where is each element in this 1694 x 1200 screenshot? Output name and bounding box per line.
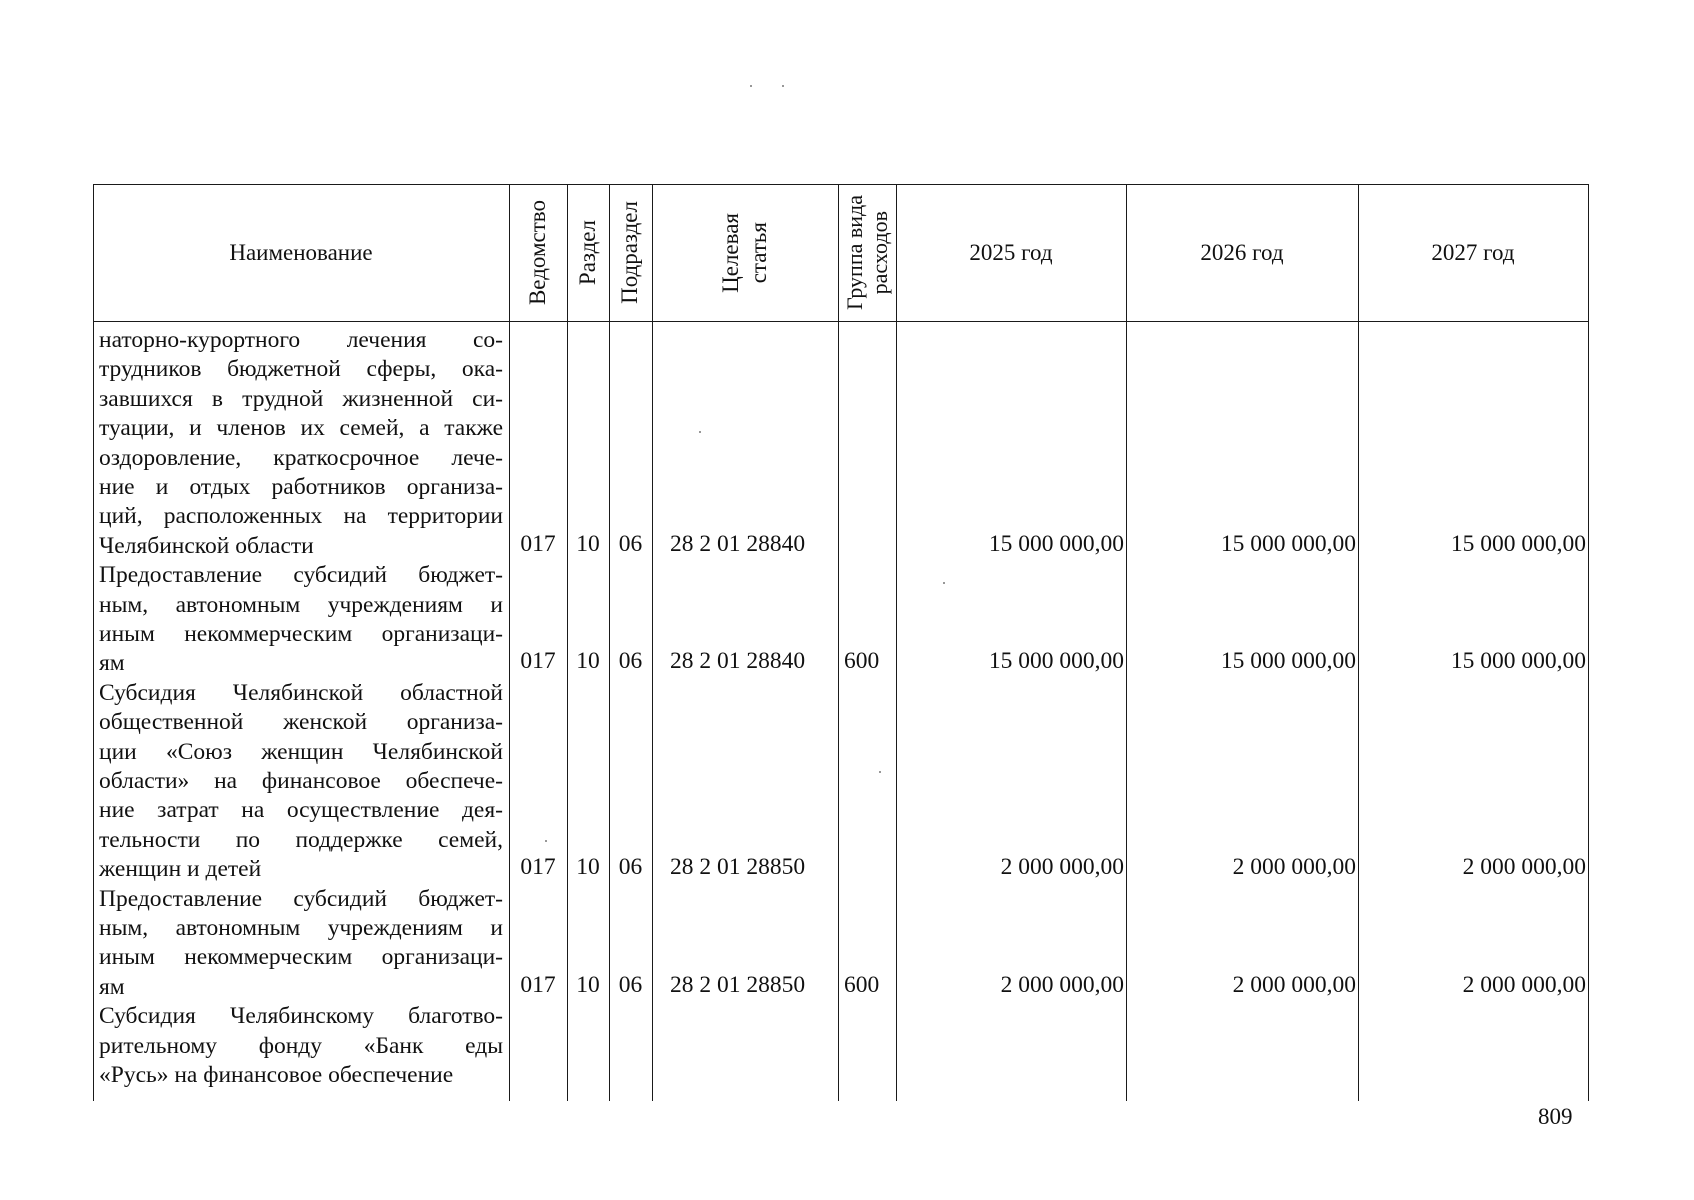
- row-amount-2026: 2 000 000,00: [1232, 971, 1356, 998]
- header-section: [567, 184, 609, 321]
- row-subsection: 06: [618, 854, 643, 881]
- row-amount-2027: 2 000 000,00: [1462, 854, 1586, 881]
- row-name-line: области» на финансовое обеспече-: [99, 768, 503, 795]
- row-expense-group: 600: [844, 648, 880, 675]
- row-name-line: наторно-курортного лечения со-: [99, 327, 503, 353]
- header-section-label: Раздел: [574, 219, 600, 286]
- row-name-line: иным некоммерческим организаци-: [99, 621, 503, 647]
- header-department: [509, 184, 567, 321]
- scan-speck: [545, 840, 547, 842]
- row-name-line: женщин и детей: [99, 856, 262, 883]
- header-expense-group: [838, 184, 896, 321]
- row-amount-2026: 15 000 000,00: [1220, 530, 1356, 557]
- header-target-article-line2: статья: [746, 221, 771, 284]
- row-amount-2025: 2 000 000,00: [1000, 854, 1124, 881]
- row-name-line: Субсидия Челябинской областной: [99, 679, 503, 706]
- header-2026-label: 2026 год: [1200, 240, 1284, 265]
- row-subsection: 06: [618, 530, 643, 557]
- row-amount-2025: 2 000 000,00: [1000, 971, 1124, 998]
- budget-table: [93, 184, 1589, 1101]
- row-target-article: 28 2 01 28840: [670, 648, 806, 675]
- header-name: [93, 184, 509, 321]
- row-name-line: ние и отдых работников организа-: [99, 474, 503, 501]
- row-department: 017: [520, 971, 556, 998]
- header-2027: [1358, 184, 1588, 321]
- row-name: [99, 1002, 503, 1090]
- row-name-line: ям: [99, 973, 125, 1000]
- row-name-line: иным некоммерческим организаци-: [99, 944, 503, 971]
- scan-speck: [943, 582, 945, 584]
- row-expense-group: 600: [844, 971, 880, 998]
- header-target-article: [652, 184, 838, 321]
- row-name-line: Челябинской области: [99, 532, 314, 559]
- row-target-article: 28 2 01 28840: [670, 530, 806, 557]
- row-section: 10: [576, 854, 600, 881]
- header-2026: [1126, 184, 1358, 321]
- row-name-line: туации, и членов их семей, а также: [99, 415, 503, 442]
- header-expense-group-line1: Группа вида: [841, 195, 867, 310]
- row-name: [99, 326, 503, 561]
- header-2025: [896, 184, 1126, 321]
- scan-speck: [699, 431, 701, 433]
- row-department: 017: [520, 648, 556, 675]
- row-department: 017: [520, 854, 556, 881]
- row-amount-2027: 2 000 000,00: [1462, 971, 1586, 998]
- header-subsection-label: Подраздел: [617, 201, 643, 304]
- row-name-line: Предоставление субсидий бюджет-: [99, 885, 503, 912]
- row-target-article: 28 2 01 28850: [670, 854, 806, 881]
- row-amount-2027: 15 000 000,00: [1450, 530, 1586, 557]
- row-name: [99, 885, 503, 1003]
- row-subsection: 06: [618, 971, 643, 998]
- row-section: 10: [576, 971, 600, 998]
- header-2025-label: 2025 год: [969, 240, 1053, 265]
- header-subsection: [609, 184, 652, 321]
- row-section: 10: [576, 530, 600, 557]
- row-name-line: ям: [99, 650, 125, 677]
- header-name-label: Наименование: [229, 239, 373, 265]
- row-amount-2025: 15 000 000,00: [988, 648, 1124, 675]
- row-name-line: трудников бюджетной сферы, ока-: [99, 356, 503, 383]
- row-target-article: 28 2 01 28850: [670, 971, 806, 998]
- header-expense-group-line2: расходов: [867, 210, 892, 295]
- page-number: 809: [1538, 1104, 1573, 1129]
- row-name-line: ций, расположенных на территории: [99, 503, 503, 530]
- row-name-line: ным, автономным учреждениям и: [99, 915, 503, 941]
- header-department-label: Ведомство: [524, 199, 550, 306]
- scan-speck: [782, 85, 784, 87]
- row-section: 10: [576, 648, 600, 675]
- header-target-article-line1: Целевая: [717, 212, 743, 293]
- row-name-line: «Русь» на финансовое обеспечение: [99, 1062, 454, 1088]
- scan-speck: [750, 85, 752, 87]
- scan-speck: [879, 771, 881, 773]
- row-department: 017: [520, 530, 556, 557]
- row-name-line: ным, автономным учреждениям и: [99, 591, 503, 618]
- row-amount-2025: 15 000 000,00: [988, 530, 1124, 557]
- row-name: [99, 679, 503, 885]
- row-subsection: 06: [618, 648, 643, 675]
- row-name-line: общественной женской организа-: [99, 709, 503, 736]
- row-amount-2026: 2 000 000,00: [1232, 854, 1356, 881]
- row-amount-2027: 15 000 000,00: [1450, 648, 1586, 675]
- row-name-line: Субсидия Челябинскому благотво-: [99, 1003, 503, 1030]
- row-amount-2026: 15 000 000,00: [1220, 648, 1356, 675]
- row-name-line: ние затрат на осуществление дея-: [99, 797, 503, 824]
- row-name-line: рительному фонду «Банк еды: [99, 1032, 503, 1059]
- row-name: [99, 561, 503, 679]
- row-name-line: завшихся в трудной жизненной си-: [99, 385, 503, 412]
- header-2027-label: 2027 год: [1431, 240, 1515, 265]
- row-name-line: оздоровление, краткосрочное лече-: [99, 444, 503, 471]
- row-name-line: ции «Союз женщин Челябинской: [99, 738, 503, 765]
- row-name-line: тельности по поддержке семей,: [99, 826, 503, 853]
- header-divider: [93, 321, 1589, 322]
- row-name-line: Предоставление субсидий бюджет-: [99, 562, 503, 589]
